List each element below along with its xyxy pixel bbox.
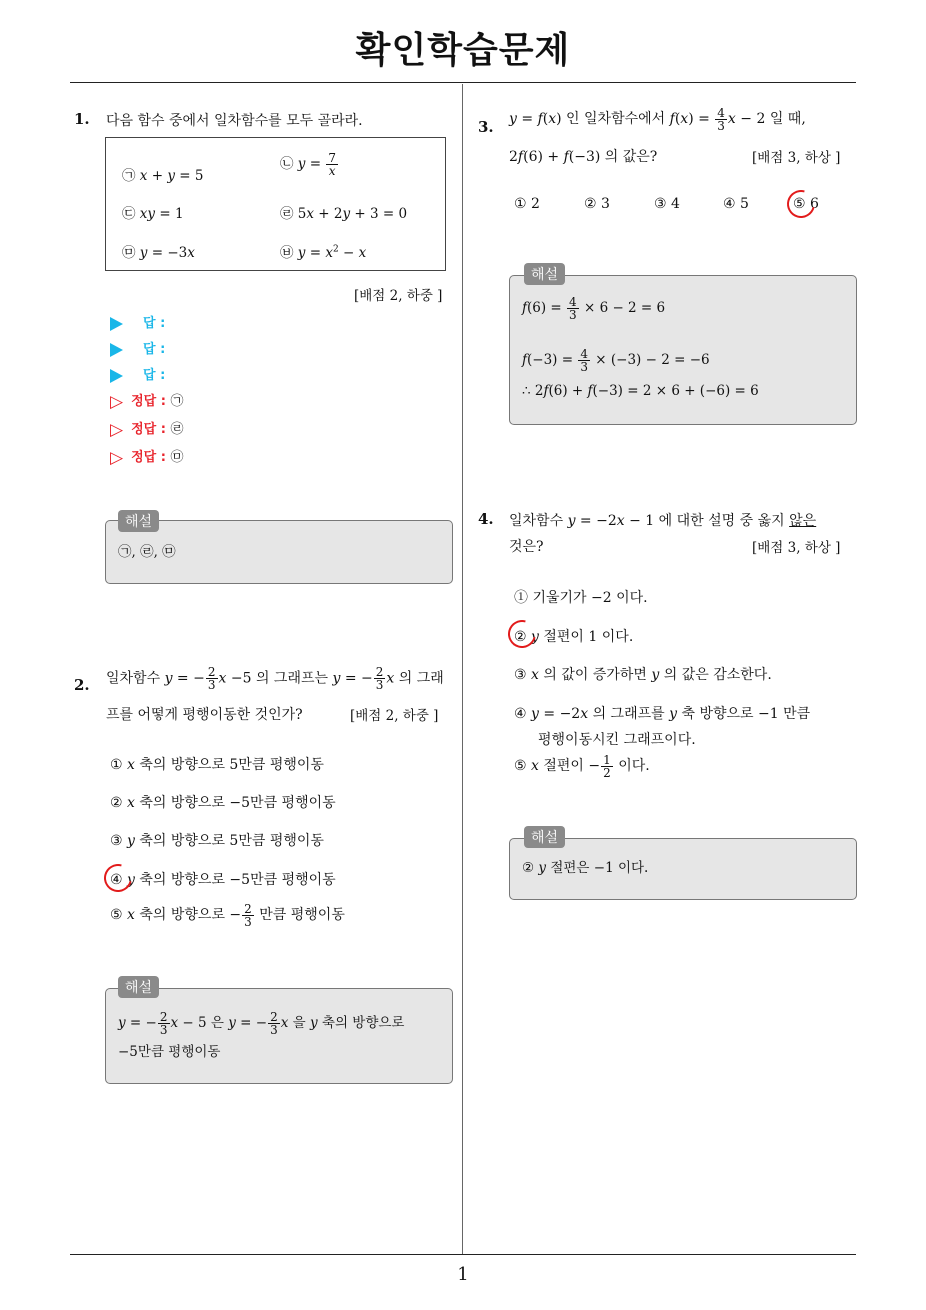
top-rule bbox=[70, 82, 856, 83]
q1-answer-line-2[interactable]: 답 : bbox=[110, 338, 165, 357]
q4-option-2[interactable]: ② y 절편이 1 이다. bbox=[514, 629, 634, 645]
q2-solution-box bbox=[105, 988, 453, 1084]
arrow-right-icon bbox=[110, 369, 123, 383]
q1-solution-tag: 해설 bbox=[118, 510, 159, 532]
triangle-outline-icon: ▷ bbox=[110, 419, 124, 440]
q3-score: [배점 3, 하상 ] bbox=[752, 150, 841, 166]
q3-text-line-2: 2f(6) + f(−3) 의 값은? bbox=[509, 149, 658, 165]
q2-option-4[interactable]: ④ y 축의 방향으로 −5만큼 평행이동 bbox=[110, 872, 336, 888]
q4-number: 4. bbox=[478, 510, 494, 528]
q1-solution-text: ㉠, ㉣, ㉤ bbox=[118, 544, 176, 560]
q3-solution-box bbox=[509, 275, 857, 425]
q2-option-2[interactable]: ② x 축의 방향으로 −5만큼 평행이동 bbox=[110, 795, 336, 811]
q2-option-3[interactable]: ③ y 축의 방향으로 5만큼 평행이동 bbox=[110, 833, 324, 849]
q4-option-3[interactable]: ③ x 의 값이 증가하면 y 의 값은 감소한다. bbox=[514, 667, 772, 683]
q1-correct-2: ▷ 정답 : ㉣ bbox=[110, 419, 184, 440]
q1-answer-line-3[interactable]: 답 : bbox=[110, 364, 165, 383]
q3-solution-tag: 해설 bbox=[524, 263, 565, 285]
answer-circle-mark bbox=[99, 859, 137, 897]
q3-text-line-1: y = f(x) 인 일차함수에서 f(x) = $\frac{4}{3}$ x − 2 일 때, bbox=[509, 105, 806, 133]
q3-solution-line-3: ∴ 2f(6) + f(−3) = 2 × 6 + (−6) = 6 bbox=[522, 383, 759, 399]
q3-option-4[interactable]: ④ 5 bbox=[723, 196, 749, 212]
q1-correct-1: ▷ 정답 : ㉠ bbox=[110, 391, 184, 412]
answer-circle-mark bbox=[503, 615, 541, 653]
q2-solution-tag: 해설 bbox=[118, 976, 159, 998]
q1-choice-4: ㉣ 5x + 2y + 3 = 0 bbox=[280, 206, 408, 222]
q4-option-4-cont: 평행이동시킨 그래프이다. bbox=[538, 732, 696, 748]
q1-choice-1: ㉠ x + y = 5 bbox=[122, 168, 204, 184]
q3-solution-line-2: f(−3) = $\frac{4}{3}$ × (−3) − 2 = −6 bbox=[522, 347, 710, 374]
q4-option-4[interactable]: ④ y = −2x 의 그래프를 y 축 방향으로 −1 만큼 bbox=[514, 706, 811, 722]
q2-option-5[interactable]: ⑤ x 축의 방향으로 − $\frac{2}{3}$ 만큼 평행이동 bbox=[110, 901, 345, 929]
q1-answer-line-1[interactable]: 답 : bbox=[110, 312, 165, 331]
q4-solution-tag: 해설 bbox=[524, 826, 565, 848]
q2-score: [배점 2, 하중 ] bbox=[350, 708, 439, 724]
q2-number: 2. bbox=[74, 676, 90, 694]
q1-correct-3: ▷ 정답 : ㉤ bbox=[110, 447, 184, 468]
q3-option-3[interactable]: ③ 4 bbox=[654, 196, 680, 212]
arrow-right-icon bbox=[110, 343, 123, 357]
q4-score: [배점 3, 하상 ] bbox=[752, 540, 841, 556]
q2-text-line-1: 일차함수 y = − $\frac{2}{3}$ x −5 의 그래프는 y = − $\frac{2}{3}$ x 의 그래 bbox=[106, 665, 444, 692]
triangle-outline-icon: ▷ bbox=[110, 391, 124, 412]
answer-circle-mark bbox=[782, 185, 820, 223]
q2-solution-line-1: y = − $\frac{2}{3}$ x − 5 은 y = − $\frac{2}{3}$ x 을 y 축의 방향으로 bbox=[118, 1010, 405, 1037]
q2-option-1[interactable]: ① x 축의 방향으로 5만큼 평행이동 bbox=[110, 757, 324, 773]
q1-number: 1. bbox=[74, 110, 90, 128]
bottom-rule bbox=[70, 1254, 856, 1255]
q3-option-2[interactable]: ② 3 bbox=[584, 196, 610, 212]
triangle-outline-icon: ▷ bbox=[110, 447, 124, 468]
q2-text-line-2: 프를 어떻게 평행이동한 것인가? bbox=[106, 707, 303, 723]
q4-solution-text: ② y 절편은 −1 이다. bbox=[522, 860, 649, 876]
q4-text-line-2: 것은? bbox=[509, 539, 544, 555]
q3-option-5[interactable]: ⑤ 6 bbox=[793, 196, 819, 212]
page-title: 확인학습문제 bbox=[355, 30, 571, 71]
q1-score: [배점 2, 하중 ] bbox=[354, 288, 443, 304]
q1-text: 다음 함수 중에서 일차함수를 모두 골라라. bbox=[106, 113, 363, 129]
q1-choice-2: ㉡ y = $\frac{7}{x}$ bbox=[280, 151, 336, 178]
page-number: 1 bbox=[457, 1264, 469, 1285]
q3-option-1[interactable]: ① 2 bbox=[514, 196, 540, 212]
q1-choice-5: ㉤ y = −3x bbox=[122, 245, 195, 261]
q3-solution-line-1: f(6) = $\frac{4}{3}$ × 6 − 2 = 6 bbox=[522, 295, 666, 322]
q4-option-5[interactable]: ⑤ x 절편이 − $\frac{1}{2}$ 이다. bbox=[514, 752, 650, 780]
column-divider bbox=[462, 84, 463, 1254]
q1-choice-6: ㉥ $y = x^2 - x$ bbox=[280, 244, 367, 261]
arrow-right-icon bbox=[110, 317, 123, 331]
q4-text-line-1: 일차함수 y = −2x − 1 에 대한 설명 중 옳지 않은 bbox=[509, 513, 817, 529]
q2-solution-line-2: −5만큼 평행이동 bbox=[118, 1044, 221, 1060]
q3-number: 3. bbox=[478, 118, 494, 136]
q1-choice-3: ㉢ xy = 1 bbox=[122, 206, 184, 222]
q1-choice-box bbox=[105, 137, 446, 271]
q4-option-1[interactable]: ① 기울기가 −2 이다. bbox=[514, 590, 648, 606]
